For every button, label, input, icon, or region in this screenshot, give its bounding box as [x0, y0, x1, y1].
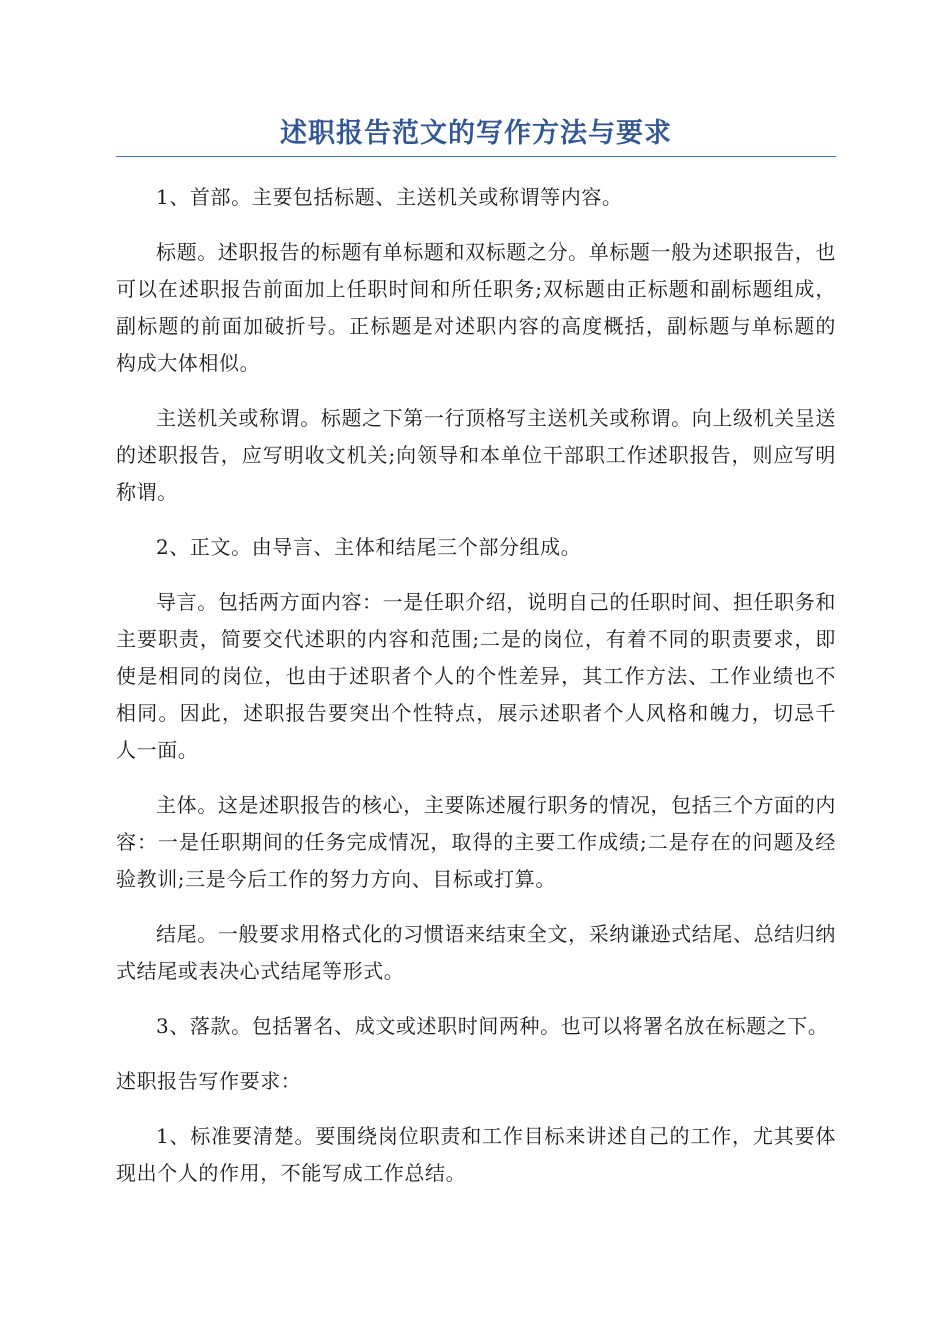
paragraph-main-body: 主体。这是述职报告的核心，主要陈述履行职务的情况，包括三个方面的内容：一是任职期间的任务完成情况，取得的主要工作成绩;二是存在的问题及经验教训;三是今后工作的努力方向、目标或打算。: [116, 793, 836, 891]
paragraph-requirements-heading: 述职报告写作要求：: [116, 1069, 302, 1093]
title-underline: [116, 156, 836, 157]
paragraph-requirement-1: 1、标准要清楚。要围绕岗位职责和工作目标来讲述自己的工作，尤其要体现出个人的作用，不能写成工作总结。: [116, 1124, 836, 1185]
paragraph-body-section: 2、正文。由导言、主体和结尾三个部分组成。: [156, 535, 582, 559]
paragraph-title-explanation: 标题。述职报告的标题有单标题和双标题之分。单标题一般为述职报告，也可以在述职报告前面加上任职时间和所任职务;双标题由正标题和副标题组成，副标题的前面加破折号。正标题是对述职内容的高度概括，副标题与单标题的构成大体相似。: [116, 240, 836, 375]
document-page: [116, 0, 836, 1210]
document-body: [116, 179, 836, 1192]
paragraph-ending: 结尾。一般要求用格式化的习惯语来结束全文，采纳谦逊式结尾、总结归纳式结尾或表决心式结尾等形式。: [116, 922, 836, 983]
paragraph-signature: 3、落款。包括署名、成文或述职时间两种。也可以将署名放在标题之下。: [156, 1014, 829, 1038]
paragraph-header-section: 1、首部。主要包括标题、主送机关或称谓等内容。: [156, 185, 623, 209]
paragraph-recipient: 主送机关或称谓。标题之下第一行顶格写主送机关或称谓。向上级机关呈送的述职报告，应写明收文机关;向领导和本单位干部职工作述职报告，则应写明称谓。: [116, 406, 836, 504]
paragraph-introduction: 导言。包括两方面内容：一是任职介绍，说明自己的任职时间、担任职务和主要职责，简要交代述职的内容和范围;二是的岗位，有着不同的职责要求，即使是相同的岗位，也由于述职者个人的个性差异，其工作方法、工作业绩也不相同。因此，述职报告要突出个性特点，展示述职者个人风格和魄力，切忌千人一面。: [116, 590, 836, 762]
document-title: 述职报告范文的写作方法与要求: [280, 118, 672, 149]
